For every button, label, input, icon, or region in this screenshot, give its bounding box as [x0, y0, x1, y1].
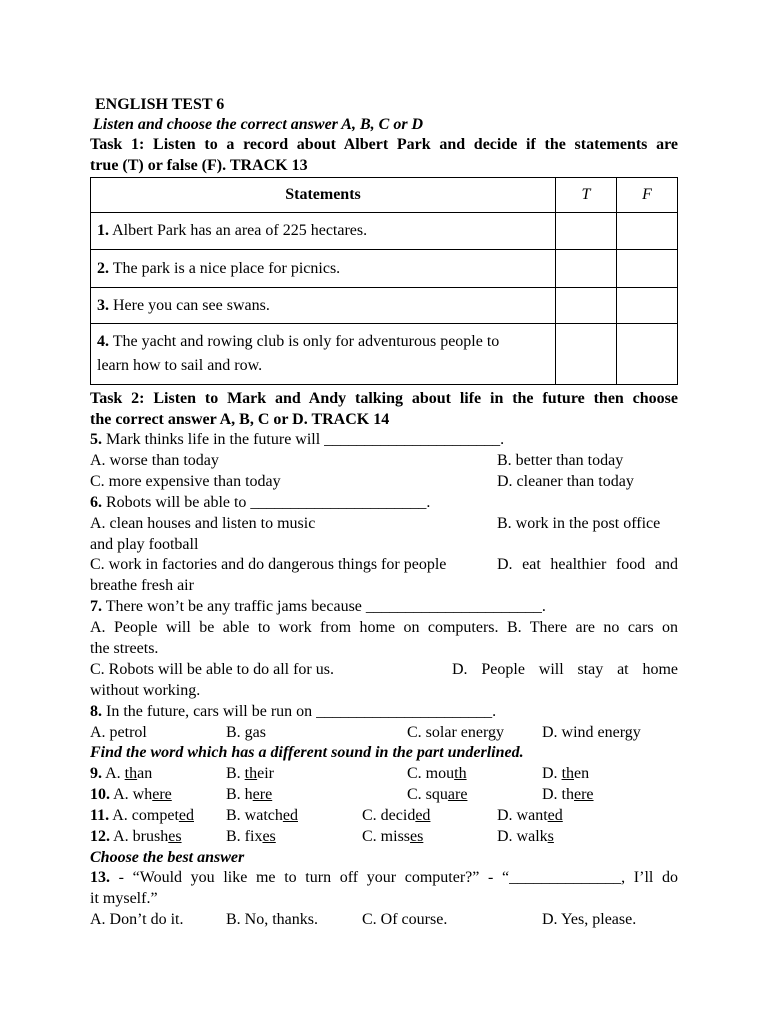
- q13-option-d[interactable]: D. Yes, please.: [542, 911, 637, 928]
- question-number: 10.: [90, 786, 110, 803]
- statement-number: 4.: [97, 333, 109, 350]
- q13-option-b[interactable]: B. No, thanks.: [226, 911, 318, 928]
- q5-option-b[interactable]: B. better than today: [497, 452, 624, 469]
- statement-text-line2: learn how to sail and row.: [97, 357, 263, 374]
- task1-heading-line1: Task 1: Listen to a record about Albert Park and decide if the statements are: [90, 136, 678, 153]
- option-text: A.: [102, 765, 125, 782]
- statement-cell: [91, 324, 556, 385]
- question-stem: In the future, cars will be run on ______________________.: [102, 703, 497, 720]
- q7-option-b-cont: the streets.: [90, 640, 159, 657]
- q8-option-a[interactable]: A. petrol: [90, 724, 147, 741]
- question-stem: There won’t be any traffic jams because ______________________.: [102, 598, 546, 615]
- underlined-part: ere: [252, 786, 273, 803]
- question-12-option-c[interactable]: [362, 827, 423, 847]
- q6-option-d-cont: breathe fresh air: [90, 577, 194, 594]
- table-row: [91, 250, 678, 288]
- question-12-option-a[interactable]: [90, 827, 182, 847]
- option-text: C. miss: [362, 828, 411, 845]
- question-6: [90, 493, 430, 513]
- true-answer-cell[interactable]: [556, 250, 617, 288]
- false-answer-cell[interactable]: [617, 324, 678, 385]
- col-true: T: [556, 178, 617, 213]
- table-header-row: [91, 178, 678, 213]
- q13-option-c[interactable]: C. Of course.: [362, 911, 448, 928]
- statement-text: Here you can see swans.: [109, 296, 270, 314]
- task2-heading-line2: the correct answer A, B, C or D. TRACK 14: [90, 411, 390, 428]
- section-sound-heading: Find the word which has a different sound in the part underlined.: [90, 744, 524, 761]
- true-answer-cell[interactable]: [556, 324, 617, 385]
- q7-option-d[interactable]: D. People will stay at home: [452, 661, 678, 678]
- statement-text: Albert Park has an area of 225 hectares.: [109, 222, 368, 239]
- question-9-option-c[interactable]: [407, 764, 467, 784]
- option-text: eir: [257, 765, 274, 782]
- option-text: A. brush: [110, 828, 169, 845]
- question-5: [90, 430, 504, 450]
- table-row: [91, 213, 678, 250]
- underlined-part: ere: [574, 786, 594, 803]
- question-number: 8.: [90, 703, 102, 720]
- option-text: C. squ: [407, 786, 448, 803]
- option-text: A. wh: [110, 786, 153, 803]
- question-stem: Robots will be able to ______________________.: [102, 494, 431, 511]
- underlined-part: es: [168, 828, 182, 845]
- section-best-answer-heading: Choose the best answer: [90, 849, 245, 866]
- underlined-part: th: [454, 765, 467, 782]
- task2-heading-line1: Task 2: Listen to Mark and Andy talking about life in the future then choose: [90, 390, 678, 407]
- test-title: ENGLISH TEST 6: [95, 96, 225, 113]
- question-13-stem-cont: it myself.”: [90, 890, 158, 907]
- col-statements: Statements: [91, 178, 556, 213]
- underlined-part: th: [561, 765, 575, 782]
- q5-option-a[interactable]: A. worse than today: [90, 452, 219, 469]
- question-stem: - “Would you like me to turn off your computer?” - “______________, I’ll do: [110, 869, 678, 886]
- table-row: [91, 324, 678, 385]
- option-text: C. decid: [362, 807, 416, 824]
- question-number: 6.: [90, 494, 102, 511]
- underlined-part: s: [547, 828, 554, 845]
- question-11-option-a[interactable]: [90, 806, 194, 826]
- question-7: [90, 597, 546, 617]
- statement-cell: [91, 213, 556, 250]
- question-12-option-b[interactable]: [226, 827, 276, 847]
- statement-text: The yacht and rowing club is only for adventurous people to: [109, 333, 500, 350]
- question-number: 12.: [90, 828, 110, 845]
- q6-option-a-cont: and play football: [90, 536, 199, 553]
- q5-option-c[interactable]: C. more expensive than today: [90, 473, 281, 490]
- col-false: F: [617, 178, 678, 213]
- underlined-part: ed: [178, 807, 194, 824]
- question-10-option-d[interactable]: [542, 785, 594, 805]
- option-text: D. walk: [497, 828, 548, 845]
- statement-cell: [91, 288, 556, 324]
- question-10-option-c[interactable]: [407, 785, 467, 805]
- q6-option-d[interactable]: D. eat healthier food and: [497, 556, 678, 573]
- true-answer-cell[interactable]: [556, 213, 617, 250]
- question-12-option-d[interactable]: [497, 827, 554, 847]
- q7-options-ab[interactable]: A. People will be able to work from home on computers. B. There are no cars on: [90, 619, 678, 636]
- q8-option-d[interactable]: D. wind energy: [542, 724, 641, 741]
- table-row: [91, 288, 678, 324]
- false-answer-cell[interactable]: [617, 213, 678, 250]
- option-text: an: [137, 765, 153, 782]
- question-9-option-a[interactable]: [90, 764, 152, 784]
- underlined-part: ed: [547, 807, 563, 824]
- question-10-option-b[interactable]: [226, 785, 272, 805]
- q6-option-c[interactable]: C. work in factories and do dangerous things for people: [90, 556, 447, 573]
- question-9-option-d[interactable]: [542, 764, 589, 784]
- test-instruction: Listen and choose the correct answer A, B, C or D: [93, 116, 424, 133]
- option-text: B.: [226, 765, 245, 782]
- option-text: D.: [542, 765, 562, 782]
- statements-table: [90, 177, 678, 385]
- option-text: B. fix: [226, 828, 263, 845]
- statement-text: The park is a nice place for picnics.: [109, 259, 341, 277]
- underlined-part: es: [410, 828, 424, 845]
- q6-option-a[interactable]: A. clean houses and listen to music: [90, 515, 316, 532]
- true-answer-cell[interactable]: [556, 288, 617, 324]
- question-number: 7.: [90, 598, 102, 615]
- q6-option-b[interactable]: B. work in the post office: [497, 515, 661, 532]
- question-number: 5.: [90, 431, 102, 448]
- option-text: D. th: [542, 786, 574, 803]
- underlined-part: th: [124, 765, 138, 782]
- underlined-part: th: [244, 765, 258, 782]
- question-11-option-b[interactable]: [226, 806, 298, 826]
- false-answer-cell[interactable]: [617, 250, 678, 288]
- question-number: 9.: [90, 765, 102, 782]
- q8-option-b[interactable]: B. gas: [226, 724, 266, 741]
- question-stem: Mark thinks life in the future will ______________________.: [102, 431, 505, 448]
- underlined-part: ere: [152, 786, 172, 803]
- false-answer-cell[interactable]: [617, 288, 678, 324]
- option-text: B. h: [226, 786, 253, 803]
- question-13: [90, 868, 678, 889]
- q7-option-d-cont: without working.: [90, 682, 201, 699]
- question-9-option-b[interactable]: [226, 764, 274, 784]
- option-text: A. compet: [109, 807, 179, 824]
- underlined-part: es: [262, 828, 276, 845]
- underlined-part: ed: [415, 807, 431, 824]
- task1-heading-line2: true (T) or false (F). TRACK 13: [90, 157, 308, 174]
- question-number: 13.: [90, 869, 110, 886]
- option-text: en: [574, 765, 590, 782]
- statement-number: 3.: [97, 296, 109, 314]
- option-text: B. watch: [226, 807, 283, 824]
- q8-option-c[interactable]: C. solar energy: [407, 724, 505, 741]
- question-8: [90, 702, 496, 722]
- option-text: D. want: [497, 807, 548, 824]
- question-number: 11.: [90, 807, 110, 824]
- statement-cell: [91, 250, 556, 288]
- question-10-option-a[interactable]: [90, 785, 172, 805]
- q13-option-a[interactable]: A. Don’t do it.: [90, 911, 184, 928]
- underlined-part: ed: [282, 807, 298, 824]
- underlined-part: are: [447, 786, 468, 803]
- question-11-option-c[interactable]: [362, 806, 430, 826]
- q5-option-d[interactable]: D. cleaner than today: [497, 473, 634, 490]
- statement-number: 2.: [97, 259, 109, 277]
- question-11-option-d[interactable]: [497, 806, 563, 826]
- option-text: C. mou: [407, 765, 455, 782]
- statement-number: 1.: [97, 222, 109, 239]
- q7-option-c[interactable]: C. Robots will be able to do all for us.: [90, 661, 334, 678]
